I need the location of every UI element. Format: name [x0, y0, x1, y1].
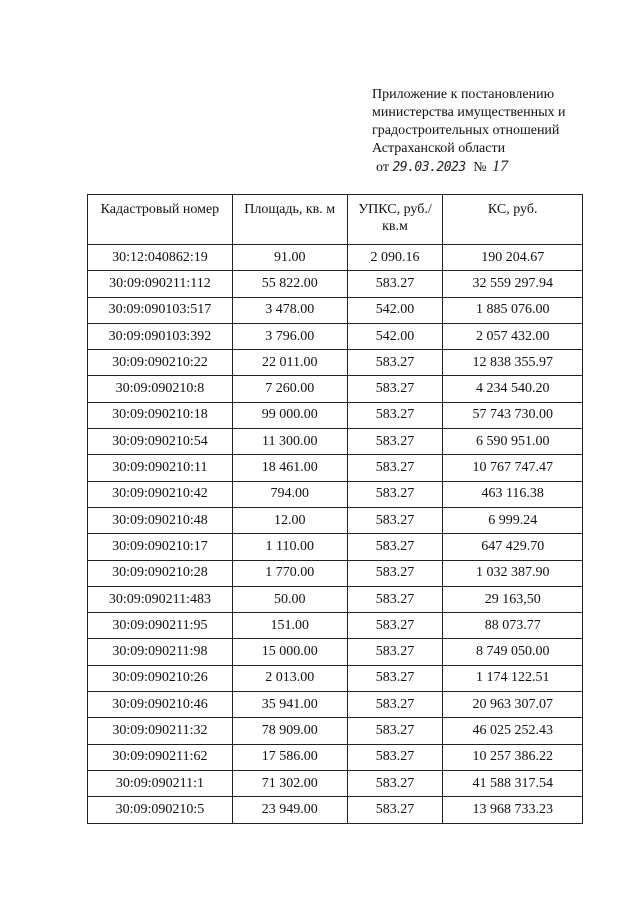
table-row — [88, 718, 583, 744]
ks-cell: 88 073.77 — [443, 613, 583, 639]
table-body — [88, 245, 583, 824]
ks-cell: 6 590 951.00 — [443, 429, 583, 455]
ks-cell: 8 749 050.00 — [443, 639, 583, 665]
area-cell: 2 013.00 — [232, 665, 347, 691]
ks-cell: 12 838 355.97 — [443, 350, 583, 376]
header-line: Приложение к постановлению — [372, 87, 555, 102]
header-line: министерства имущественных и — [372, 105, 566, 120]
upks-cell: 583.27 — [347, 770, 443, 796]
cadastral-number-cell: 30:09:090210:54 — [88, 429, 233, 455]
column-header-ks: КС, руб. — [443, 195, 583, 245]
cadastral-number-cell: 30:09:090210:46 — [88, 692, 233, 718]
header-line: Астраханской области — [372, 141, 506, 156]
area-cell: 11 300.00 — [232, 429, 347, 455]
handwritten-number: 17 — [492, 158, 509, 175]
area-cell: 35 941.00 — [232, 692, 347, 718]
table-row — [88, 245, 583, 271]
upks-cell: 542.00 — [347, 297, 443, 323]
cadastral-number-cell: 30:09:090211:1 — [88, 770, 233, 796]
upks-cell: 583.27 — [347, 692, 443, 718]
area-cell: 55 822.00 — [232, 271, 347, 297]
cadastral-number-cell: 30:09:090210:28 — [88, 560, 233, 586]
handwritten-date: 29.03.2023 — [392, 160, 466, 175]
upks-cell: 583.27 — [347, 429, 443, 455]
upks-cell: 583.27 — [347, 376, 443, 402]
cadastral-number-cell: 30:09:090210:48 — [88, 507, 233, 533]
area-cell: 794.00 — [232, 481, 347, 507]
upks-cell: 542.00 — [347, 323, 443, 349]
upks-cell: 583.27 — [347, 455, 443, 481]
cadastral-number-cell: 30:09:090210:42 — [88, 481, 233, 507]
table-row — [88, 271, 583, 297]
table-row — [88, 455, 583, 481]
area-cell: 91.00 — [232, 245, 347, 271]
cadastral-number-cell: 30:09:090211:112 — [88, 271, 233, 297]
upks-cell: 583.27 — [347, 718, 443, 744]
cadastral-number-cell: 30:09:090210:17 — [88, 534, 233, 560]
table-row — [88, 350, 583, 376]
ks-cell: 41 588 317.54 — [443, 770, 583, 796]
upks-cell: 2 090.16 — [347, 245, 443, 271]
cadastral-number-cell: 30:09:090210:5 — [88, 797, 233, 823]
area-cell: 12.00 — [232, 507, 347, 533]
area-cell: 1 110.00 — [232, 534, 347, 560]
table-row — [88, 665, 583, 691]
area-cell: 78 909.00 — [232, 718, 347, 744]
upks-cell: 583.27 — [347, 402, 443, 428]
cadastral-number-cell: 30:12:040862:19 — [88, 245, 233, 271]
date-prefix: от — [376, 160, 389, 175]
area-cell: 22 011.00 — [232, 350, 347, 376]
table-row — [88, 402, 583, 428]
column-header-area: Площадь, кв. м — [232, 195, 347, 245]
ks-cell: 1 032 387.90 — [443, 560, 583, 586]
cadastral-number-cell: 30:09:090210:22 — [88, 350, 233, 376]
table-row — [88, 323, 583, 349]
table-row — [88, 429, 583, 455]
table-row — [88, 507, 583, 533]
column-header-upks: УПКС, руб./кв.м — [347, 195, 443, 245]
area-cell: 71 302.00 — [232, 770, 347, 796]
upks-cell: 583.27 — [347, 481, 443, 507]
ks-cell: 46 025 252.43 — [443, 718, 583, 744]
area-cell: 99 000.00 — [232, 402, 347, 428]
table-row — [88, 692, 583, 718]
table-row — [88, 613, 583, 639]
upks-cell: 583.27 — [347, 797, 443, 823]
upks-cell: 583.27 — [347, 639, 443, 665]
cadastral-number-cell: 30:09:090211:32 — [88, 718, 233, 744]
ks-cell: 463 116.38 — [443, 481, 583, 507]
table-row — [88, 376, 583, 402]
cadastral-number-cell: 30:09:090210:8 — [88, 376, 233, 402]
cadastral-number-cell: 30:09:090103:517 — [88, 297, 233, 323]
ks-cell: 190 204.67 — [443, 245, 583, 271]
upks-cell: 583.27 — [347, 534, 443, 560]
ks-cell: 2 057 432.00 — [443, 323, 583, 349]
upks-cell: 583.27 — [347, 507, 443, 533]
ks-cell: 1 174 122.51 — [443, 665, 583, 691]
date-number-line — [372, 158, 622, 177]
area-cell: 17 586.00 — [232, 744, 347, 770]
area-cell: 18 461.00 — [232, 455, 347, 481]
area-cell: 3 478.00 — [232, 297, 347, 323]
table-header-row — [88, 195, 583, 245]
upks-cell: 583.27 — [347, 350, 443, 376]
cadastral-number-cell: 30:09:090211:95 — [88, 613, 233, 639]
cadastral-number-cell: 30:09:090211:483 — [88, 586, 233, 612]
upks-cell: 583.27 — [347, 665, 443, 691]
ks-cell: 13 968 733.23 — [443, 797, 583, 823]
table-row — [88, 481, 583, 507]
cadastral-number-cell: 30:09:090211:62 — [88, 744, 233, 770]
appendix-header — [372, 86, 622, 177]
area-cell: 23 949.00 — [232, 797, 347, 823]
number-sign: № — [473, 160, 487, 175]
ks-cell: 20 963 307.07 — [443, 692, 583, 718]
area-cell: 50.00 — [232, 586, 347, 612]
cadastral-value-table — [87, 194, 583, 824]
cadastral-number-cell: 30:09:090210:11 — [88, 455, 233, 481]
table-row — [88, 770, 583, 796]
cadastral-number-cell: 30:09:090210:18 — [88, 402, 233, 428]
ks-cell: 4 234 540.20 — [443, 376, 583, 402]
ks-cell: 29 163,50 — [443, 586, 583, 612]
area-cell: 15 000.00 — [232, 639, 347, 665]
upks-cell: 583.27 — [347, 613, 443, 639]
ks-cell: 647 429.70 — [443, 534, 583, 560]
ks-cell: 10 257 386.22 — [443, 744, 583, 770]
upks-cell: 583.27 — [347, 271, 443, 297]
table-row — [88, 560, 583, 586]
upks-cell: 583.27 — [347, 560, 443, 586]
cadastral-number-cell: 30:09:090211:98 — [88, 639, 233, 665]
upks-cell: 583.27 — [347, 586, 443, 612]
column-header-cadastral-number: Кадастровый номер — [88, 195, 233, 245]
ks-cell: 32 559 297.94 — [443, 271, 583, 297]
upks-cell: 583.27 — [347, 744, 443, 770]
ks-cell: 6 999.24 — [443, 507, 583, 533]
area-cell: 151.00 — [232, 613, 347, 639]
area-cell: 1 770.00 — [232, 560, 347, 586]
ks-cell: 1 885 076.00 — [443, 297, 583, 323]
cadastral-number-cell: 30:09:090210:26 — [88, 665, 233, 691]
area-cell: 7 260.00 — [232, 376, 347, 402]
area-cell: 3 796.00 — [232, 323, 347, 349]
header-line: градостроительных отношений — [372, 123, 560, 138]
table-row — [88, 297, 583, 323]
table-row — [88, 534, 583, 560]
ks-cell: 57 743 730.00 — [443, 402, 583, 428]
table-row — [88, 639, 583, 665]
ks-cell: 10 767 747.47 — [443, 455, 583, 481]
table-row — [88, 586, 583, 612]
table-row — [88, 797, 583, 823]
table-row — [88, 744, 583, 770]
cadastral-number-cell: 30:09:090103:392 — [88, 323, 233, 349]
